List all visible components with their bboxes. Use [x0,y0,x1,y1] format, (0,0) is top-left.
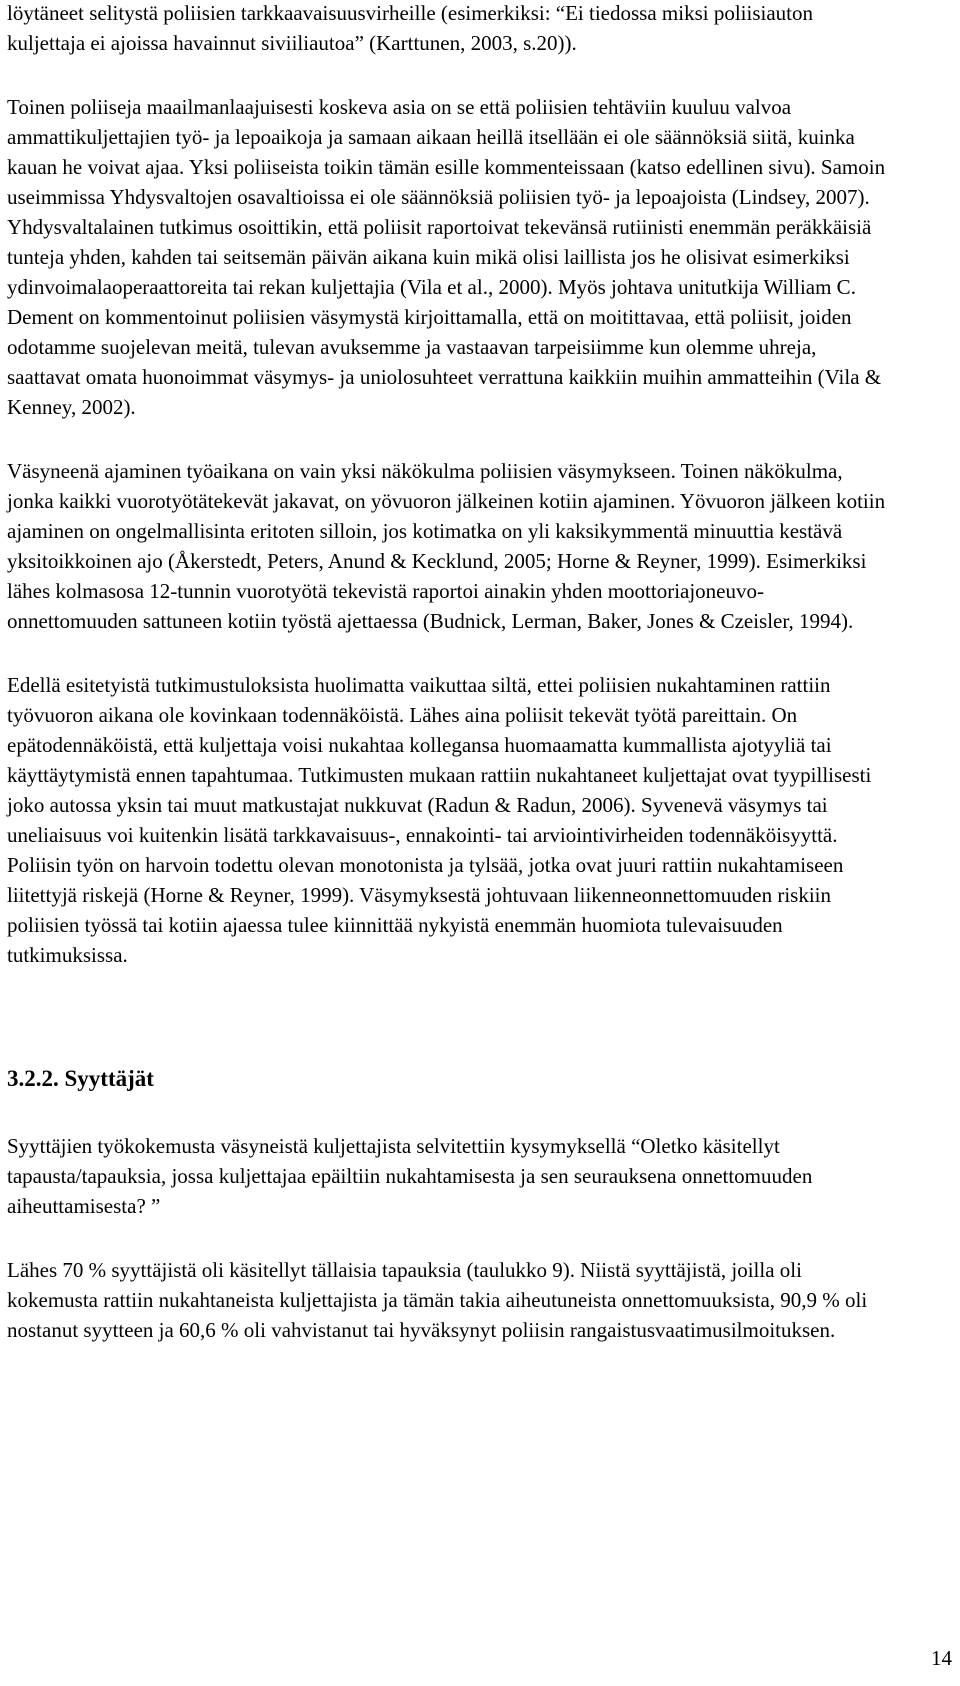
page-number: 14 [931,1646,952,1670]
paragraph-4: Edellä esitetyistä tutkimustuloksista huolimatta vaikuttaa siltä, ettei poliisien nukahtaminen rattiin työvuoron aikana ole kovinkaan todennäköistä. Lähes aina poliisit tekevät työtä pareittain. On epätodennäköistä, että kuljettaja voisi nukahtaa kollegansa huomaamatta kummallista ajotyyliä tai käyttäytymistä ennen tapahtumaa. Tutkimusten mukaan rattiin nukahtaneet kuljettajat ovat tyypillisesti joko autossa yksin tai muut matkustajat nukkuvat (Radun & Radun, 2006). Syvenevä väsymys tai uneliaisuus voi kuitenkin lisätä tarkkavaisuus-, ennakointi- tai arviointivirheiden todennäköisyyttä. Poliisin työn on harvoin todettu olevan monotonista ja tylsää, jotka ovat juuri rattiin nukahtamiseen liitettyjä riskejä (Horne & Reyner, 1999). Väsymyksestä johtuvaan liikenneonnettomuuden riskiin poliisien työssä tai kotiin ajaessa tulee kiinnittää nykyistä enemmän huomiota tulevaisuuden tutkimuksissa. [7,673,872,967]
document-body [7,0,887,1345]
section-paragraph-2: Lähes 70 % syyttäjistä oli käsitellyt tällaisia tapauksia (taulukko 9). Niistä syyttäjistä, joilla oli kokemusta rattiin nukahtaneista kuljettajista ja tämän takia aiheutuneista onnettomuuksista, 90,9 % oli nostanut syytteen ja 60,6 % oli vahvistanut tai hyväksynyt poliisin rangaistusvaatimusilmoituksen. [7,1258,868,1342]
section-heading: 3.2.2. Syyttäjät [7,1066,154,1091]
section-paragraph-1: Syyttäjien työkokemusta väsyneistä kuljettajista selvitettiin kysymyksellä “Oletko käsitellyt tapausta/tapauksia, jossa kuljettajaa epäiltiin nukahtamisesta ja sen seurauksena onnettomuuden aiheuttamisesta? ” [7,1134,813,1218]
paragraph-3: Väsyneenä ajaminen työaikana on vain yksi näkökulma poliisien väsymykseen. Toinen näkökulma, jonka kaikki vuorotyötätekevät jakavat, on yövuoron jälkeinen kotiin ajaminen. Yövuoron jälkeen kotiin ajaminen on ongelmallisinta eritoten silloin, jos kotimatka on yli kaksikymmentä minuuttia kestävä yksitoikkoinen ajo (Åkerstedt, Peters, Anund & Kecklund, 2005; Horne & Reyner, 1999). Esimerkiksi lähes kolmasosa 12-tunnin vuorotyötä tekevistä raportoi ainakin yhden moottoriajoneuvo-onnettomuuden sattuneen kotiin työstä ajettaessa (Budnick, Lerman, Baker, Jones & Czeisler, 1994). [7,459,886,633]
paragraph-1: löytäneet selitystä poliisien tarkkaavaisuusvirheille (esimerkiksi: “Ei tiedossa miksi poliisiauton kuljettaja ei ajoissa havainnut siviiliautoa” (Karttunen, 2003, s.20)). [7,1,814,55]
paragraph-2: Toinen poliiseja maailmanlaajuisesti koskeva asia on se että poliisien tehtäviin kuuluu valvoa ammattikuljettajien työ- ja lepoaikoja ja samaan aikaan heillä itsellään ei ole säännöksiä siitä, kuinka kauan he voivat ajaa. Yksi poliiseista toikin tämän esille kommenteissaan (katso edellinen sivu). Samoin useimmissa Yhdysvaltojen osavaltioissa ei ole säännöksiä poliisien työ- ja lepoajoista (Lindsey, 2007). Yhdysvaltalainen tutkimus osoittikin, että poliisit raportoivat tekevänsä rutiinisti enemmän peräkkäisiä tunteja yhden, kahden tai seitsemän päivän aikana kuin mikä olisi laillista jos he olisivat esimerkiksi ydinvoimalaoperaattoreita tai rekan kuljettajia (Vila et al., 2000). Myös johtava unitutkija William C. Dement on kommentoinut poliisien väsymystä kirjoittamalla, että on moitittavaa, että poliisit, joiden odotamme suojelevan meitä, tulevan avuksemme ja vastaavan tarpeisiimme kun olemme uhreja, saattavat omata huonoimmat väsymys- ja uniolosuhteet verrattuna kaikkiin muihin ammatteihin (Vila & Kenney, 2002). [7,95,886,419]
